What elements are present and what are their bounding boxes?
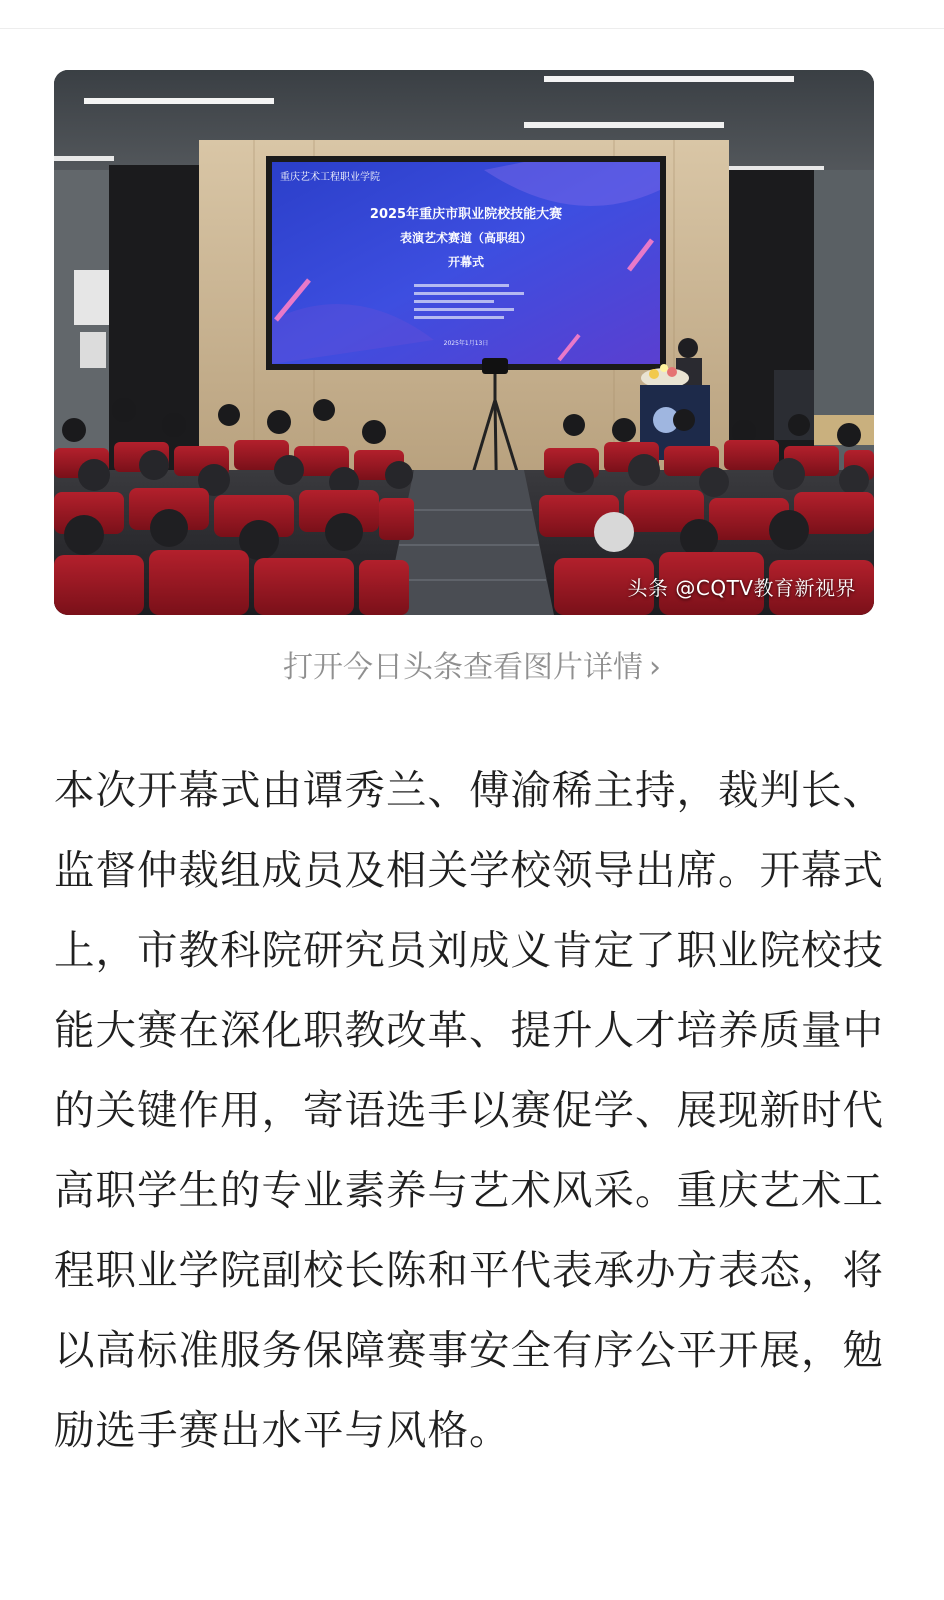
open-toutiao-link-label: 打开今日头条查看图片详情 [283,650,643,685]
screen-logo-text: 重庆艺术工程职业学院 [280,172,380,183]
chevron-right-icon: › [649,650,661,685]
open-toutiao-link[interactable] [0,642,944,686]
screen-title-line1: 2025年重庆市职业院校技能大赛 [369,207,563,222]
photo-watermark: 头条 @CQTV教育新视界 [627,576,856,600]
article-photo[interactable] [54,70,874,615]
auditorium-photo [54,70,874,615]
article-paragraph: 本次开幕式由谭秀兰、傅渝稀主持，裁判长、监督仲裁组成员及相关学校领导出席。开幕式上，市教科院研究员刘成义肯定了职业院校技能大赛在深化职教改革、提升人才培养质量中的关键作用，寄语选手以赛促学、展现新时代高职学生的专业素养与艺术风采。重庆艺术工程职业学院副校长陈和平代表承办方表态，将以高标准服务保障赛事安全有序公平开展，勉励选手赛出水平与风格。 [54,766,884,1454]
screen-title-line3: 开幕式 [447,255,485,269]
screen-title-line2: 表演艺术赛道（高职组） [399,231,533,245]
screen-date: 2025年1月13日 [443,340,489,347]
top-divider [0,28,944,29]
